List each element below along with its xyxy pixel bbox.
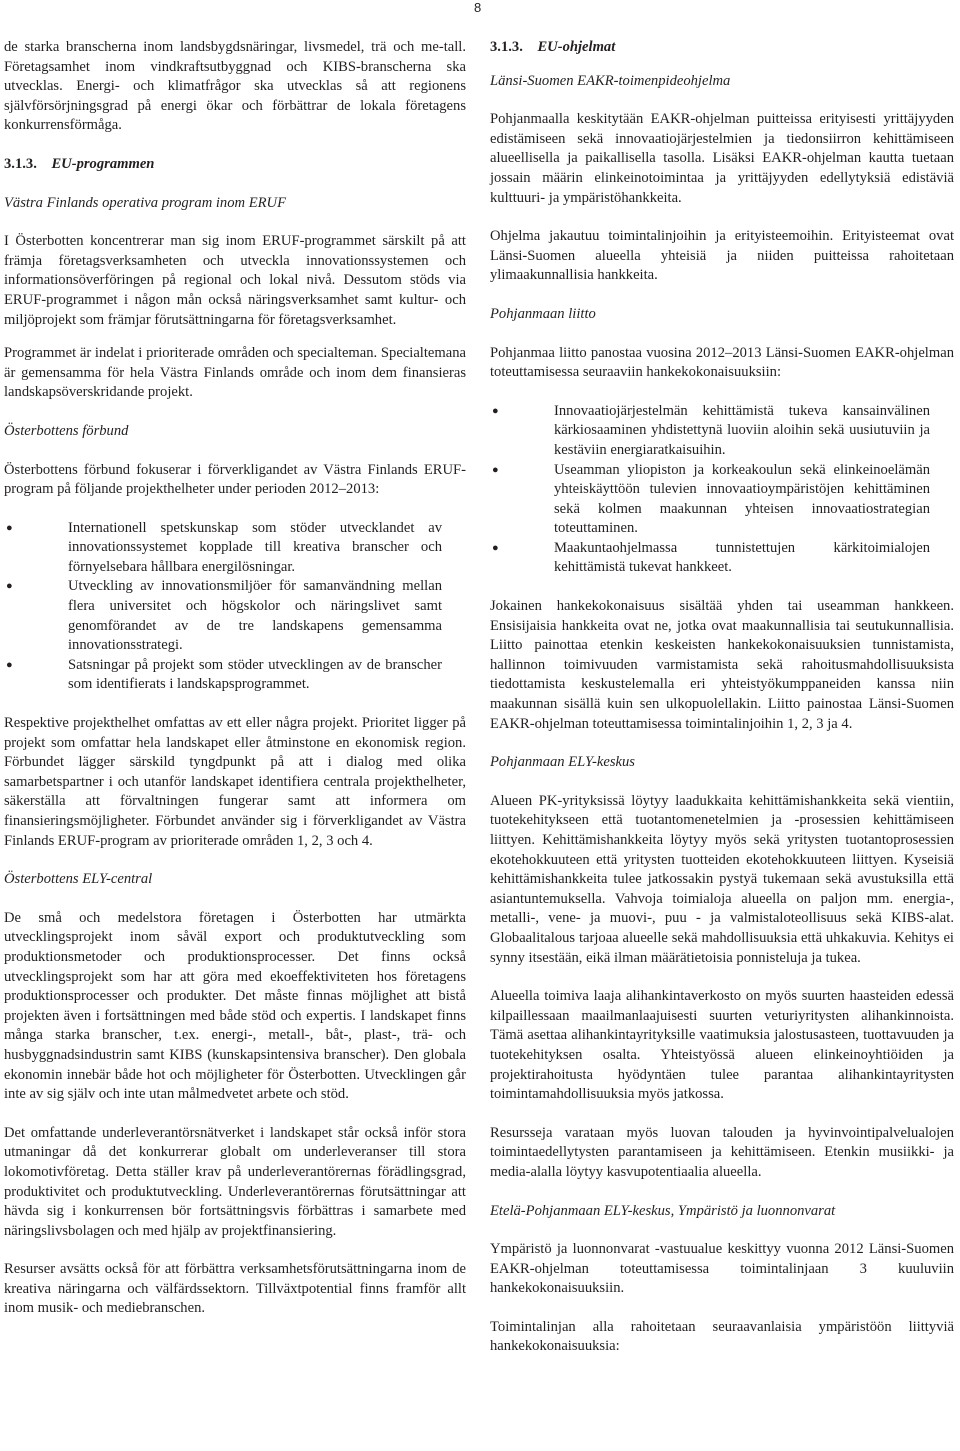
paragraph: Pohjanmaa liitto panostaa vuosina 2012–2013 Länsi-Suomen EAKR-ohjelman toteuttamisessa seuraaviin hankekokonaisuuksiin: (490, 344, 954, 381)
bullet-icon: ● (492, 404, 499, 417)
paragraph: Österbottens förbund fokuserar i förverkligandet av Västra Finlands ERUF-program på följande projekthelheter under perioden 2012–2013: (4, 461, 466, 498)
list-item-text: Utveckling av innovationsmiljöer för samanvändning mellan flera universitet och högskolor och näringslivet samt genomförandet av de tre landskapens gemensamma innovationsstrategi. (68, 578, 442, 654)
page-number: 8 (474, 0, 482, 15)
paragraph: I Österbotten koncentrerar man sig inom ERUF-programmet särskilt på att främja företagsverksamheten och utveckla innovationssystemen och informationsöverföringen på regional och lokal nivå. Dessutom stöds via ERUF-programmet i någon mån också näringsverksamhet samt kultur- och miljöprojekt som främjar förutsättningarna för företagsverksamhet. (4, 233, 466, 328)
subheading-program: Länsi-Suomen EAKR-toimenpideohjelma (490, 72, 731, 89)
bullet-list (4, 519, 466, 695)
paragraph: Programmet är indelat i prioriterade områden och specialteman. Specialtemana är gemensamma för hela Västra Finlands område och inom dem finansieras landskapsöverskridande projekt. (4, 345, 466, 401)
subheading-liitto: Pohjanmaan liitto (490, 305, 596, 322)
subheading-program: Västra Finlands operativa program inom ERUF (4, 194, 286, 211)
list-item (490, 539, 954, 578)
paragraph: Alueen PK-yrityksissä löytyy laadukkaita kehittämishankkeita sekä vientiin, tuotekehitykseen että tuotantomenetelmien ja -prosessien kehittämiseen liittyen. Kehittämishankkeita löytyy myös sekä yritysten tuotantoprosessien ekotehokkuuteen että yritysten tuotteiden ekotehokkuuteen liittyen. Kyseisiä kehittämishankkeita tulee jatkossakin pystyä tukemaan sekä avustuksilla että asiantuntemuksella. Vahvoja toimialoja alueella on paljon mm. energia-, metalli-, vene- ja muovi-, puu - ja valmistaloteollisuus sekä KIBS-alat. Globaalitalous tarjoaa alueelle sekä mahdollisuuksia että uhkakuvia. Kehitys ei synny itsestään, eikä ilman määrätietoisia ponnisteluja ja tukea. (490, 792, 954, 966)
paragraph: Respektive projekthelhet omfattas av ett eller några projekt. Prioritet ligger på projekt som omfattar hela landskapet eller åtminstone en ekonomisk region. Förbundet lägger särskild tyngdpunkt på att i dialog med olika samarbetspartner i och utanför landskapet identifiera centrala projekthelheter, säkerställa att förvaltningen fungerar samt att informera om finansieringsmöjligheter. Förbundet använder sig i förverkligandet av Västra Finlands ERUF-program av prioriterade områden 1, 2, 3 och 4. (4, 715, 466, 849)
paragraph: De små och medelstora företagen i Österbotten har utmärkta utvecklingsprojekt inom såväl export och produktutveckling som produktionsmetoder och produktionsprocesser. Det finns också utvecklingsprojekt som har att göra med ekoeffektiviteten hos företagens produktionsprocesser och produkter. Det måste finnas möjlighet att bistå projekten även i fortsättningen med både stöd och expertis. I landskapet finns många starka branscher, t.ex. energi-, metall-, båt-, plast-, trä- och husbyggnadsindustrin samt KIBS (kunskapsintensiva branscher). Den globala ekonomin innebär både hot och möjligheter för Österbotten. Utvecklingen går inte av sig själv och inte utan målmedvetet arbete och stöd. (4, 909, 466, 1103)
bullet-icon: ● (492, 541, 499, 554)
list-item-text: Satsningar på projekt som stöder utvecklingen av de branscher som identifierats i landskapsprogrammet. (68, 656, 442, 693)
section-number: 3.1.3. (490, 39, 523, 55)
list-item (490, 461, 954, 539)
section-heading (4, 155, 466, 175)
paragraph: Ohjelma jakautuu toimintalinjoihin ja erityisteemoihin. Erityisteemat ovat Länsi-Suomen alueella yhteisiä ja niiden puitteissa rahoitetaan ylimaakunnallisia hankkeita. (490, 228, 954, 284)
section-heading (490, 38, 954, 58)
paragraph: Det omfattande underleverantörsnätverket i landskapet står också inför stora utmaningar då det konkurrerar globalt om underleveranser till stora lokomotivföretag. Detta ställer krav på underleverantörernas förädlingsgrad, produktivitet och produktutveckling. Underleverantörernas förutsättningar att hävda sig i konkurrensen bör fortsättningsvis förbättras i samarbete med näringslivsbolagen och med hjälp av projektfinansiering. (4, 1124, 466, 1239)
paragraph: Jokainen hankekokonaisuus sisältää yhden tai useamman hankkeen. Ensisijaisia hankkeita ovat ne, jotka ovat maakunnallisia tai seutukunnallisia. Liitto painottaa etenkin keskeisten hankekokonaisuuksien tunnistamista, hallinnon toimivuuden varmistamista sekä rahoitusmahdollisuuksista tiedottamista keskustelemalla eri yhteistyökumppaneiden kanssa niin maakunnan sisällä kuin sen ulkopuolellakin. Liitto painostaa Länsi-Suomen EAKR-ohjelman toteuttamisessa toimintalinjoihin 1, 2, 3 ja 4. (490, 598, 954, 732)
bullet-icon: ● (492, 463, 499, 476)
paragraph: Resurser avsätts också för att förbättra verksamhetsförutsättningarna inom de kreativa näringarna och välfärdssektorn. Tillväxtpotential finns framför allt inom musik- och mediebranschen. (4, 1261, 466, 1317)
list-item (490, 402, 954, 461)
paragraph: Toimintalinjan alla rahoitetaan seuraavanlaisia ympäristöön liittyviä hankekokonaisuuksia: (490, 1318, 954, 1355)
list-item-text: Useamman yliopiston ja korkeakoulun sekä elinkeinoelämän yhteiskäyttöön tulevien innovaatioympäristöjen kehittäminen sekä kolmen maakunnan yhteisen innovaatiostrategian toteuttaminen. (554, 461, 930, 537)
paragraph: Ympäristö ja luonnonvarat -vastuualue keskittyy vuonna 2012 Länsi-Suomen EAKR-ohjelman toteuttamisessa toimintalinjaan 3 kuuluviin hankekokonaisuuksiin. (490, 1241, 954, 1297)
section-number: 3.1.3. (4, 155, 37, 172)
list-item-text: Internationell spetskunskap som stöder utvecklandet av innovationssystemet kopplade till kreativa branscher och förnyelsebara hållbara energilösningar. (68, 519, 442, 575)
bullet-list (490, 402, 954, 578)
subheading-etela-ely: Etelä-Pohjanmaan ELY-keskus, Ympäristö ja luonnonvarat (490, 1202, 836, 1219)
paragraph: Pohjanmaalla keskitytään EAKR-ohjelman puitteissa erityisesti yrittäjyyden edistämiseen sekä innovaatiojärjestelmien ja tiedonsiirron kehittämiseen alueellisella ja paikallisella tasolla. Lisäksi EAKR-ohjelman kautta tuetaan jossain määrin elinkeinotoimintaa ja yrittäjyyden edellytyksiä edistäviä kulttuuri- ja ympäristöhankkeita. (490, 111, 954, 206)
list-item-text: Maakuntaohjelmassa tunnistettujen kärkitoimialojen kehittämistä tukevat hankkeet. (554, 539, 930, 576)
right-column-finnish (490, 38, 954, 1357)
paragraph: Alueella toimiva laaja alihankintaverkosto on myös suurten haasteiden edessä kilpaillessaan maailmanlaajuisesti suurten veturiyritysten alihankinnoista. Tämä asettaa alihankintayrityksille vaatimuksia jalostusasteen, tuottavuuden ja tuotekehityksen osalta. Yhteistyössä alueen elinkeinoyhtiöiden ja projektirahoitusta hyödyntäen tulee parantaa alihankintayritysten toimintamahdollisuuksia myös jatkossa. (490, 988, 954, 1103)
bullet-icon: ● (6, 521, 13, 534)
subheading-ely: Pohjanmaan ELY-keskus (490, 754, 635, 771)
section-title: EU-ohjelmat (537, 39, 616, 55)
bullet-icon: ● (6, 580, 13, 593)
bullet-icon: ● (6, 658, 13, 671)
paragraph-intro: de starka branscherna inom landsbygdsnäringar, livsmedel, trä och me-tall. Företagsamhet inom vindkraftsutbyggnad och KIBS-branscherna ska utvecklas. Energi- och klimatfrågor ska utvecklas så att regionens självförsörjningsgrad på energi ökar och förbättrar de lokala företagens konkurrensförmåga. (4, 39, 466, 134)
subheading-ely: Österbottens ELY-central (4, 871, 153, 888)
section-title: EU-programmen (51, 155, 155, 172)
list-item (4, 656, 466, 695)
subheading-forbund: Österbottens förbund (4, 422, 129, 439)
list-item (4, 519, 466, 578)
paragraph: Resursseja varataan myös luovan talouden ja hyvinvointipalvelualojen toimintaedellytysten parantamiseen ja kehittämiseen. Etenkin musiikki- ja media-alalla löytyy kasvupotentiaalia alueella. (490, 1124, 954, 1180)
list-item-text: Innovaatiojärjestelmän kehittämistä tukeva kansainvälinen kärkiosaaminen yhdistettynä luoviin aloihin sekä uusiutuviin ja kestäviin energiaratkaisuihin. (554, 402, 930, 458)
left-column-swedish (4, 38, 466, 1319)
list-item (4, 577, 466, 655)
